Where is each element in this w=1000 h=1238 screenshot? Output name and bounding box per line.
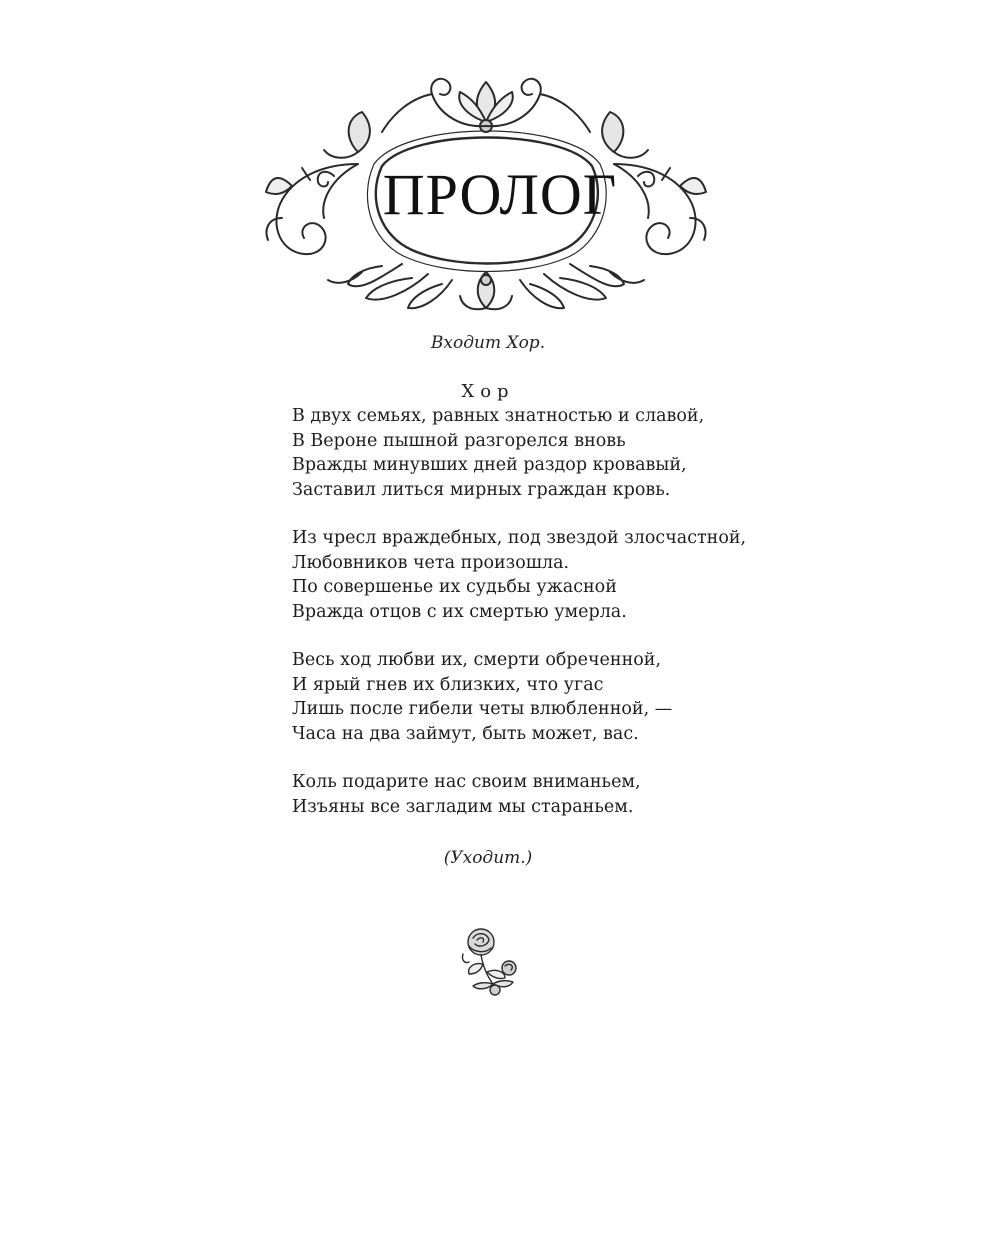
verse-line: Коль подарите нас своим вниманьем, [292, 772, 641, 792]
stanza-4 [292, 770, 752, 819]
verse-line: Заставил литься мирных граждан кровь. [292, 479, 671, 500]
rose-vignette-icon [457, 924, 523, 998]
verse-line: Вражда отцов с их смертью умерла. [292, 601, 627, 622]
verse-line: И ярый гнев их близких, что угас [292, 674, 604, 695]
verse-line: В двух семьях, равных знатностью и славой, [292, 406, 705, 426]
verse-line: Лишь после гибели четы влюбленной, — [292, 699, 673, 719]
stage-direction-entrance: Входит Хор. [430, 333, 546, 353]
stanza-1 [292, 404, 752, 502]
verse-line: Из чресл враждебных, под звездой злосчастной, [292, 528, 747, 548]
verse-line: В Вероне пышной разгорелся вновь [292, 430, 626, 451]
verse-line: Любовников чета произошла. [292, 552, 570, 573]
stanza-3 [292, 648, 752, 746]
verse-line: Весь ход любви их, смерти обреченной, [292, 650, 662, 670]
chapter-title: ПРОЛОГ [382, 162, 618, 227]
verse-block [292, 404, 752, 843]
stage-direction-exit: (Уходит.) [443, 848, 533, 868]
stanza-2 [292, 526, 752, 624]
verse-line: По совершенье их судьбы ужасной [292, 577, 617, 597]
verse-line: Изъяны все загладим мы стараньем. [292, 796, 634, 817]
verse-line: Вражды минувших дней раздор кровавый, [292, 455, 687, 475]
speaker-name: Хор [461, 381, 515, 402]
verse-line: Часа на два займут, быть может, вас. [292, 723, 639, 744]
